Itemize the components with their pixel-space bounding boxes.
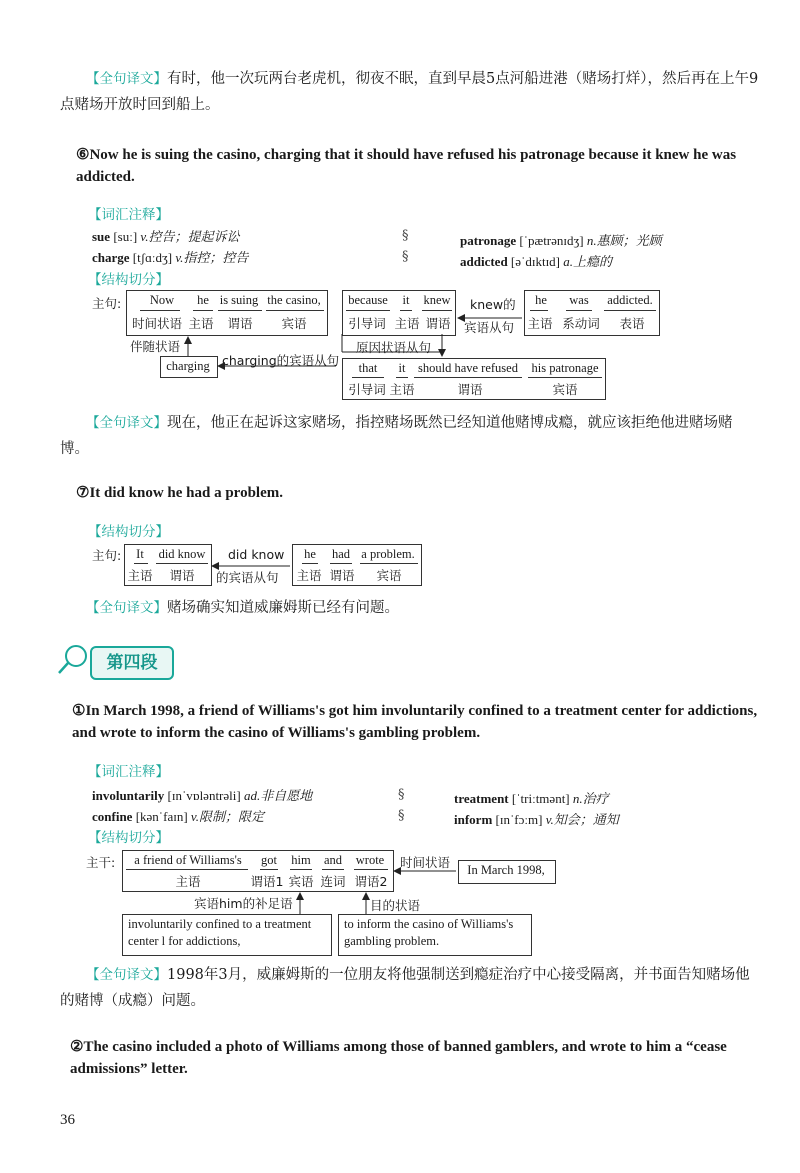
word: addicted. [607, 293, 653, 307]
role: 谓语 [425, 316, 451, 331]
role: 宾语 [376, 568, 402, 583]
structure-tag: 【结构切分】 [88, 524, 169, 540]
charging-obj-label: charging的宾语从句 [222, 353, 340, 368]
translation-tag: 【全句译文】 [86, 600, 167, 616]
wave-divider: § [398, 787, 405, 802]
role: 表语 [619, 316, 645, 331]
time-adv-label: 时间状语 [400, 855, 451, 870]
vocab-inform: inform [ɪnˈfɔːm] v.知会；通知 [454, 812, 619, 827]
p4-sentence-1: ①In March 1998, a friend of Williams's got him involuntarily confined to a treatment center for addictions, and wrote to inform the casino of Williams's gambling problem. [72, 703, 758, 741]
role: 宾语 [552, 382, 578, 397]
main-clause-label: 主句: [92, 548, 122, 563]
word: the casino, [267, 293, 321, 307]
top-translation: 【全句译文】有时，他一次玩两台老虎机，彻夜不眠，直到早晨5点河船进港（赌场打烊），然后再在上午9点赌场开放时回到船上。 [60, 71, 759, 113]
purpose-label: 目的状语 [370, 898, 421, 913]
vocab-tag: 【词汇注释】 [88, 764, 169, 780]
role: 主语 [188, 316, 214, 331]
sentence-7: ⑦It did know he had a problem. [76, 485, 283, 501]
word: that [358, 361, 378, 375]
role: 主语 [394, 316, 420, 331]
accomp-label: 伴随状语 [130, 339, 181, 354]
role: 谓语1 [250, 874, 284, 889]
word: Now [149, 293, 175, 307]
role: 时间状语 [131, 316, 182, 331]
s6-translation: 【全句译文】现在，他正在起诉这家赌场，指控赌场既然已经知道他赌博成瘾，就应该拒绝他进赌场赌博。 [60, 415, 733, 457]
translation-tag: 【全句译文】 [86, 967, 167, 983]
reason-label: 原因状语从句 [356, 340, 432, 355]
page-number: 36 [60, 1112, 75, 1128]
word: he [535, 293, 547, 307]
word: It [136, 547, 144, 561]
role: 主语 [389, 382, 415, 397]
word: him [291, 853, 311, 867]
role: 主语 [527, 316, 553, 331]
did-know-label: did know [228, 547, 285, 562]
main-clause-label: 主句: [92, 296, 122, 311]
structure-tag: 【结构切分】 [88, 272, 169, 288]
p4s1-translation: 【全句译文】1998年3月，威廉姆斯的一位朋友将他强制送到瘾症治疗中心接受隔离，并书面告知赌场他的赌博（成瘾）问题。 [60, 967, 750, 1009]
wave-divider: § [402, 249, 409, 264]
obj-clause-label: 的宾语从句 [216, 570, 279, 585]
structure-tag: 【结构切分】 [88, 830, 169, 846]
role: 宾语 [288, 874, 314, 889]
word: knew [423, 293, 451, 307]
word: it [402, 293, 410, 307]
main-trunk-label: 主干: [86, 855, 116, 870]
role: 引导词 [348, 316, 386, 331]
word: he [197, 293, 209, 307]
role: 谓语 [227, 316, 253, 331]
sentence-6: ⑥Now he is suing the casino, charging that it should have refused his patronage because it knew he was addicted. [76, 147, 737, 185]
role: 主语 [175, 874, 201, 889]
role: 宾语 [281, 316, 307, 331]
translation-tag: 【全句译文】 [86, 415, 167, 431]
vocab-patronage: patronage [ˈpætrənɪdʒ] n.惠顾；光顾 [460, 233, 662, 248]
role: 谓语 [329, 568, 355, 583]
to-inform-text: to inform the casino of Williams's gambling problem. [344, 917, 514, 948]
involuntarily-text: involuntarily confined to a treatment center l for addictions, [128, 917, 312, 948]
role: 谓语 [457, 382, 483, 397]
role: 谓语 [169, 568, 195, 583]
role: 引导词 [348, 382, 386, 397]
wave-divider: § [402, 228, 409, 243]
role: 主语 [296, 568, 322, 583]
vocab-treatment: treatment [ˈtriːtmənt] n.治疗 [454, 791, 609, 806]
word: a friend of Williams's [134, 853, 242, 867]
word: wrote [355, 853, 385, 867]
vocab-involuntarily: involuntarily [ɪnˈvɒləntrəli] ad.非自愿地 [92, 788, 313, 803]
word: a problem. [361, 547, 415, 561]
word: and [323, 853, 343, 867]
word: charging [166, 359, 210, 373]
vocab-sue: sue [suː] v.控告；提起诉讼 [92, 229, 240, 244]
complement-label: 宾语him的补足语 [194, 896, 293, 911]
word: his patronage [531, 361, 599, 375]
word: was [569, 293, 589, 307]
word: should have refused [418, 361, 518, 375]
vocab-charge: charge [tʃɑːdʒ] v.指控；控告 [92, 250, 249, 265]
word: In March 1998, [467, 863, 545, 877]
word: did know [158, 547, 206, 561]
translation-tag: 【全句译文】 [86, 71, 167, 87]
role: 谓语2 [354, 874, 388, 889]
knew-of-label: knew的 [470, 297, 516, 312]
p4-sentence-2: ②The casino included a photo of Williams among those of banned gamblers, and wrote to him a “cease admissions” letter. [70, 1039, 727, 1077]
word: got [261, 853, 277, 867]
role: 系动词 [562, 316, 600, 331]
role: 主语 [127, 568, 153, 583]
word: is suing [219, 293, 259, 307]
word: he [304, 547, 316, 561]
role: 连词 [320, 874, 346, 889]
s7-translation: 【全句译文】赌场确实知道威廉姆斯已经有问题。 [86, 600, 399, 616]
section-title: 第四段 [90, 646, 174, 680]
vocab-tag: 【词汇注释】 [88, 207, 169, 223]
word: had [331, 547, 351, 561]
word: it [398, 361, 406, 375]
vocab-confine: confine [kənˈfaɪn] v.限制；限定 [92, 809, 264, 824]
wave-divider: § [398, 808, 405, 823]
vocab-addicted: addicted [əˈdɪktɪd] a.上瘾的 [460, 254, 613, 269]
word: because [348, 293, 388, 307]
obj-clause-label: 宾语从句 [464, 320, 515, 335]
